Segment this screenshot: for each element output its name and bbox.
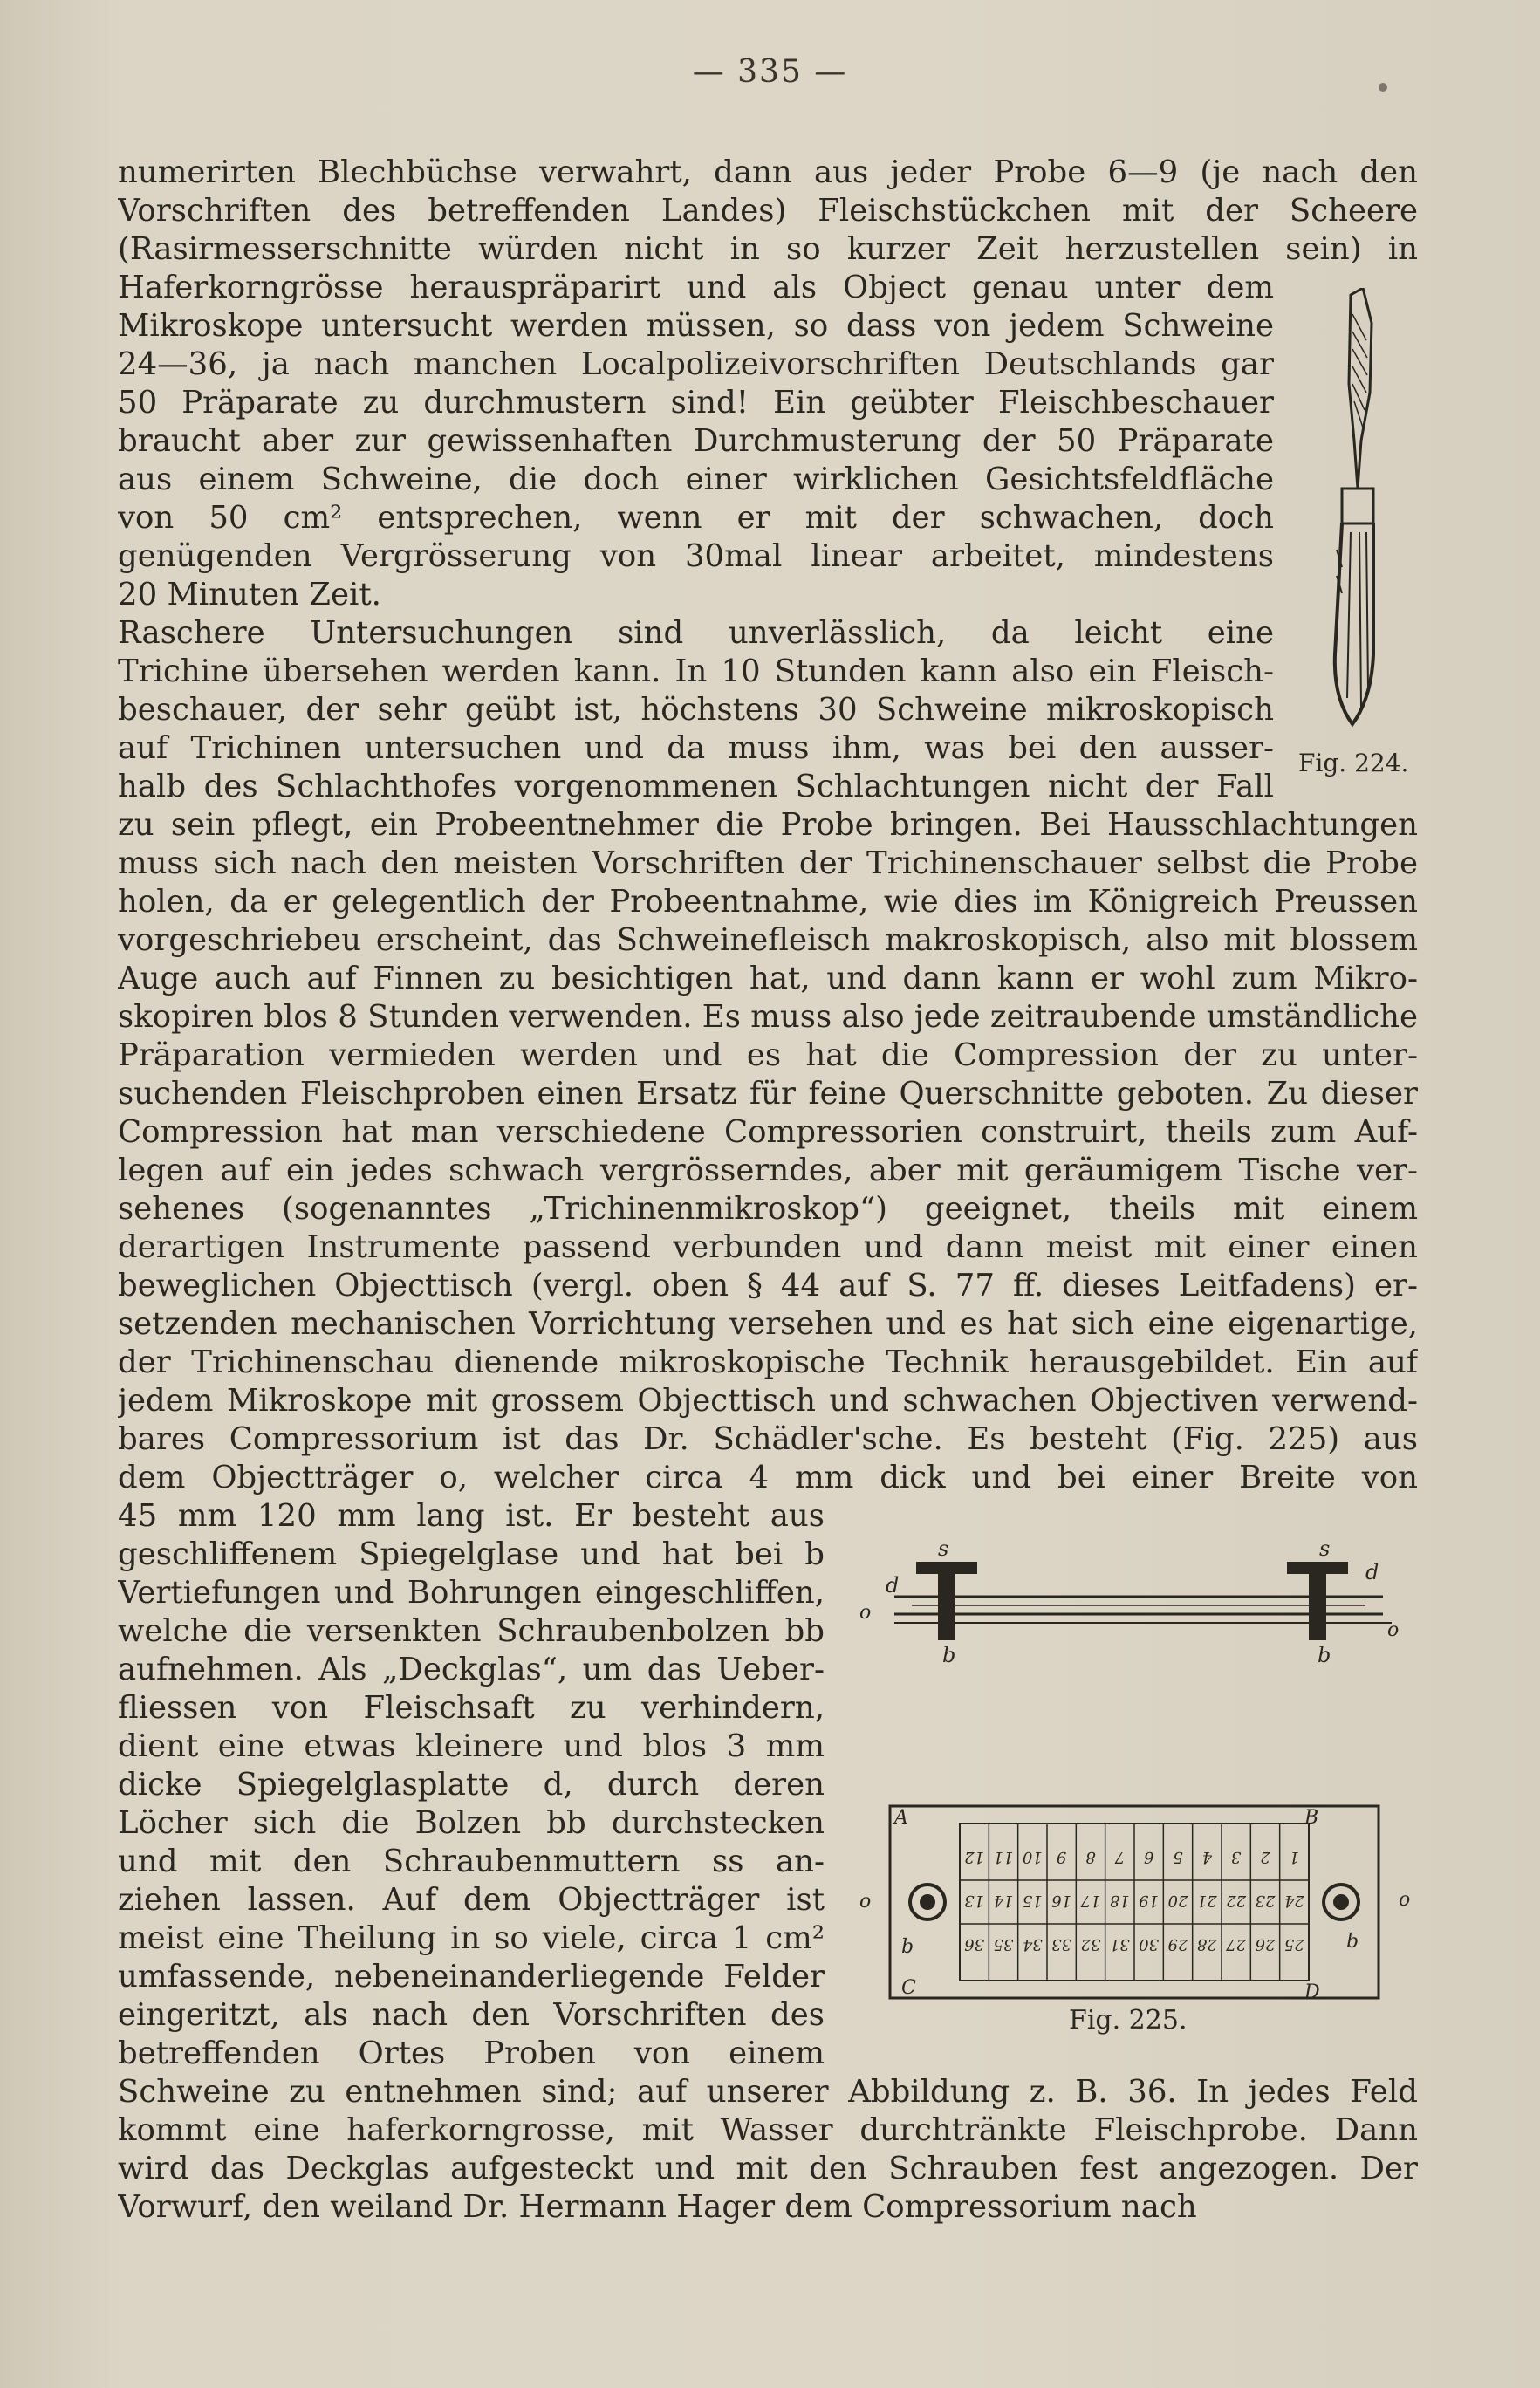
grid-cell-number: 26 bbox=[1255, 1935, 1276, 1954]
text-line: Trichine übersehen werden kann. In 10 Stunden kann also ein Fleisch- bbox=[118, 653, 1274, 689]
body-text bbox=[118, 0, 1427, 2388]
text-line: muss sich nach den meisten Vorschriften der Trichinenschauer selbst die Probe bbox=[118, 845, 1418, 881]
text-line: braucht aber zur gewissenhaften Durchmusterung der 50 Präparate bbox=[118, 423, 1274, 459]
grid-cell-number: 13 bbox=[964, 1892, 985, 1910]
label-b-right-top: b bbox=[1346, 1931, 1359, 1953]
text-line: 45 mm 120 mm lang ist. Er besteht aus bbox=[118, 1498, 825, 1534]
text-line: fliessen von Fleischsaft zu verhindern, bbox=[118, 1690, 825, 1726]
text-line: der Trichinenschau dienende mikroskopische Technik herausgebildet. Ein auf bbox=[118, 1345, 1418, 1380]
text-line: Compression hat man verschiedene Compressorien construirt, theils zum Auf- bbox=[118, 1114, 1418, 1150]
label-B: B bbox=[1304, 1807, 1319, 1829]
text-line: eingeritzt, als nach den Vorschriften des bbox=[118, 1997, 825, 2033]
label-C: C bbox=[901, 1977, 916, 1999]
grid-cell-number: 24 bbox=[1283, 1892, 1304, 1910]
grid-cell-number: 6 bbox=[1143, 1848, 1154, 1866]
text-line: 24—36, ja nach manchen Localpolizeivorschriften Deutschlands gar bbox=[118, 346, 1274, 382]
text-line: suchenden Fleischproben einen Ersatz für feine Querschnitte geboten. Zu dieser bbox=[118, 1076, 1418, 1112]
grid-cell-number: 23 bbox=[1255, 1892, 1276, 1910]
text-line: Schweine zu entnehmen sind; auf unserer Abbildung z. B. 36. In jedes Feld bbox=[118, 2074, 1418, 2110]
text-line: betreffenden Ortes Proben von einem bbox=[118, 2036, 825, 2071]
label-b-left-top: b bbox=[901, 1936, 914, 1958]
compressorium-top-view bbox=[851, 1797, 1427, 2015]
label-d-right: d bbox=[1365, 1560, 1379, 1584]
label-o-right-top: o bbox=[1399, 1889, 1411, 1911]
text-line: wird das Deckglas aufgesteckt und mit den Schrauben fest angezogen. Der bbox=[118, 2151, 1418, 2186]
grid-cell-number: 36 bbox=[964, 1935, 985, 1954]
grid-cell-number: 2 bbox=[1260, 1848, 1270, 1866]
grid-cell-number: 3 bbox=[1230, 1848, 1242, 1866]
grid-cell-number: 27 bbox=[1226, 1935, 1247, 1954]
text-line: ziehen lassen. Auf dem Objectträger ist bbox=[118, 1882, 825, 1918]
text-line: welche die versenkten Schraubenbolzen bb bbox=[118, 1613, 825, 1649]
text-line: Löcher sich die Bolzen bb durchstecken bbox=[118, 1805, 825, 1841]
text-line: legen auf ein jedes schwach vergrösserndes, aber mit geräumigem Tische ver- bbox=[118, 1153, 1418, 1188]
grid-cell-number: 11 bbox=[993, 1848, 1014, 1866]
grid-cell-number: 18 bbox=[1109, 1892, 1130, 1910]
text-line: dient eine etwas kleinere und blos 3 mm bbox=[118, 1728, 825, 1764]
text-line: vorgeschriebeu erscheint, das Schweinefleisch makroskopisch, also mit blossem bbox=[118, 922, 1418, 958]
grid-cell-number: 32 bbox=[1080, 1935, 1101, 1954]
text-line: halb des Schlachthofes vorgenommenen Schlachtungen nicht der Fall bbox=[118, 769, 1274, 804]
grid-cell-number: 34 bbox=[1022, 1935, 1043, 1954]
text-line: genügenden Vergrösserung von 30mal linear arbeitet, mindestens bbox=[118, 538, 1274, 574]
label-s-left: s bbox=[938, 1536, 949, 1561]
text-line: Vorschriften des betreffenden Landes) Fleischstückchen mit der Scheere bbox=[118, 193, 1418, 229]
grid-cell-number: 10 bbox=[1022, 1848, 1043, 1866]
grid-cell-number: 16 bbox=[1051, 1892, 1072, 1910]
text-line: 50 Präparate zu durchmustern sind! Ein geübter Fleischbeschauer bbox=[118, 385, 1274, 421]
text-line: zu sein pflegt, ein Probeentnehmer die Probe bringen. Bei Hausschlachtungen bbox=[118, 807, 1418, 843]
text-line: auf Trichinen untersuchen und da muss ihm, was bei den ausser- bbox=[118, 730, 1274, 766]
knife-figure bbox=[1318, 288, 1413, 759]
grid-cell-number: 5 bbox=[1173, 1848, 1183, 1866]
grid-cell-number: 21 bbox=[1196, 1892, 1217, 1910]
text-line: numerirten Blechbüchse verwahrt, dann aus jeder Probe 6—9 (je nach den bbox=[118, 154, 1418, 190]
grid-cell-number: 35 bbox=[993, 1935, 1014, 1954]
grid-cell-number: 30 bbox=[1139, 1935, 1160, 1954]
text-line: (Rasirmesserschnitte würden nicht in so kurzer Zeit herzustellen sein) in bbox=[118, 231, 1418, 267]
text-line: Auge auch auf Finnen zu besichtigen hat, und dann kann er wohl zum Mikro- bbox=[118, 961, 1418, 996]
grid-cell-number: 28 bbox=[1196, 1935, 1217, 1954]
text-line: bares Compressorium ist das Dr. Schädler'sche. Es besteht (Fig. 225) aus bbox=[118, 1421, 1418, 1457]
grid-cell-number: 31 bbox=[1109, 1935, 1130, 1954]
grid-cell-number: 14 bbox=[993, 1892, 1014, 1910]
grid-cell-number: 17 bbox=[1080, 1892, 1101, 1910]
grid-cell-number: 29 bbox=[1167, 1935, 1188, 1954]
label-o-left-top: o bbox=[859, 1891, 872, 1912]
text-line: 20 Minuten Zeit. bbox=[118, 577, 381, 612]
grid-cells bbox=[960, 1824, 1309, 1981]
text-line: derartigen Instrumente passend verbunden und dann meist mit einer einen bbox=[118, 1229, 1418, 1265]
text-line: dicke Spiegelglasplatte d, durch deren bbox=[118, 1767, 825, 1803]
label-b-right: b bbox=[1318, 1643, 1331, 1667]
grid-cell-number: 22 bbox=[1226, 1892, 1247, 1910]
compressorium-side-view bbox=[851, 1531, 1427, 1671]
text-line: kommt eine haferkorngrosse, mit Wasser durchtränkte Fleischprobe. Dann bbox=[118, 2112, 1418, 2148]
grid-cell-number: 1 bbox=[1289, 1848, 1300, 1866]
text-line: dem Objectträger o, welcher circa 4 mm dick und bei einer Breite von bbox=[118, 1460, 1418, 1495]
text-line: skopiren blos 8 Stunden verwenden. Es muss also jede zeitraubende umständliche bbox=[118, 999, 1418, 1035]
page-number: — 335 — bbox=[692, 54, 848, 90]
text-line: Präparation vermieden werden und es hat die Compression der zu unter- bbox=[118, 1037, 1418, 1073]
text-line: Mikroskope untersucht werden müssen, so dass von jedem Schweine bbox=[118, 308, 1274, 344]
grid-cell-number: 8 bbox=[1085, 1848, 1096, 1866]
text-line: Vorwurf, den weiland Dr. Hermann Hager dem Compressorium nach bbox=[118, 2189, 1197, 2225]
text-line: sehenes (sogenanntes „Trichinenmikroskop“) geeignet, theils mit einem bbox=[118, 1191, 1418, 1227]
grid-cell-number: 15 bbox=[1022, 1892, 1043, 1910]
grid-cell-number: 20 bbox=[1167, 1892, 1188, 1910]
text-line: beschauer, der sehr geübt ist, höchstens 30 Schweine mikroskopisch bbox=[118, 692, 1274, 728]
text-line: und mit den Schraubenmuttern ss an- bbox=[118, 1844, 825, 1879]
figure-225-caption: Fig. 225. bbox=[1069, 2005, 1188, 2036]
text-line: von 50 cm² entsprechen, wenn er mit der schwachen, doch bbox=[118, 500, 1274, 536]
grid-cell-number: 33 bbox=[1051, 1935, 1072, 1954]
text-line: aufnehmen. Als „Deckglas“, um das Ueber- bbox=[118, 1652, 825, 1687]
text-line: Haferkorngrösse herauspräparirt und als Object genau unter dem bbox=[118, 270, 1274, 305]
figure-224-caption: Fig. 224. bbox=[1298, 749, 1409, 777]
grid-cell-number: 4 bbox=[1201, 1848, 1213, 1866]
text-line: geschliffenem Spiegelglase und hat bei b bbox=[118, 1536, 825, 1572]
text-line: meist eine Theilung in so viele, circa 1 cm² bbox=[118, 1920, 825, 1956]
text-line: umfassende, nebeneinanderliegende Felder bbox=[118, 1959, 825, 1995]
text-line: holen, da er gelegentlich der Probeentnahme, wie dies im Königreich Preussen bbox=[118, 884, 1418, 920]
text-line: Vertiefungen und Bohrungen eingeschliffen, bbox=[118, 1575, 825, 1611]
label-o-right: o bbox=[1387, 1619, 1400, 1641]
label-A: A bbox=[894, 1807, 908, 1829]
text-line: setzenden mechanischen Vorrichtung versehen und es hat sich eine eigenartige, bbox=[118, 1306, 1418, 1342]
label-s-right: s bbox=[1319, 1536, 1331, 1561]
grid-cell-number: 19 bbox=[1139, 1892, 1160, 1910]
text-line: Raschere Untersuchungen sind unverlässlich, da leicht eine bbox=[118, 615, 1274, 651]
text-line: beweglichen Objecttisch (vergl. oben § 44 auf S. 77 ff. dieses Leitfadens) er- bbox=[118, 1268, 1418, 1303]
label-D: D bbox=[1304, 1981, 1320, 2003]
text-line: aus einem Schweine, die doch einer wirklichen Gesichtsfeldfläche bbox=[118, 462, 1274, 497]
grid-cell-number: 25 bbox=[1283, 1935, 1304, 1954]
grid-cell-number: 12 bbox=[964, 1848, 985, 1866]
grid-cell-number: 7 bbox=[1114, 1848, 1126, 1866]
label-b-left: b bbox=[942, 1643, 956, 1667]
grid-cell-number: 9 bbox=[1056, 1848, 1067, 1866]
text-line: jedem Mikroskope mit grossem Objecttisch und schwachen Objectiven verwend- bbox=[118, 1383, 1418, 1419]
label-o-left: o bbox=[859, 1602, 872, 1624]
label-d-left: d bbox=[886, 1573, 900, 1598]
